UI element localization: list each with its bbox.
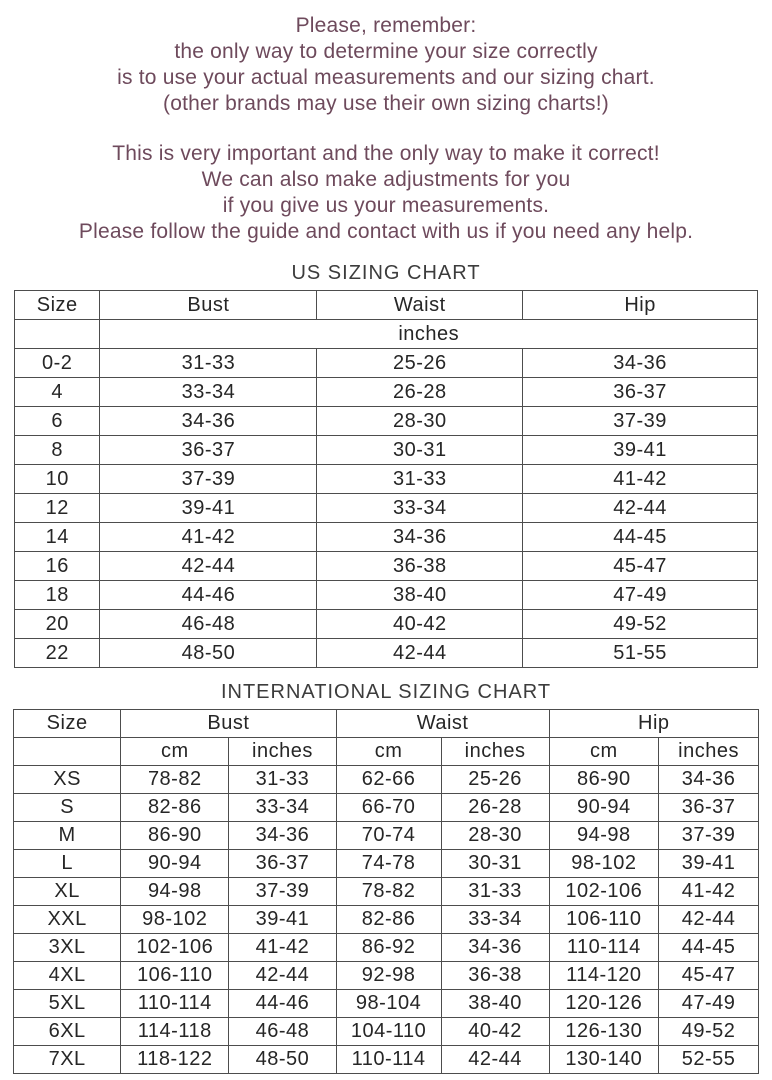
us-cell-size: 12 [15, 494, 100, 523]
intl-col-header-hip: Hip [549, 710, 758, 738]
us-table-head [15, 291, 758, 349]
intl-cell-hip_in: 41-42 [659, 878, 759, 906]
intl-cell-bust_cm: 106-110 [121, 962, 229, 990]
us-unit-row [15, 320, 758, 349]
us-table-row [15, 436, 758, 465]
us-cell-size: 6 [15, 407, 100, 436]
us-col-header-waist: Waist [317, 291, 523, 320]
intl-cell-bust_in: 41-42 [229, 934, 336, 962]
us-cell-waist: 40-42 [317, 610, 523, 639]
us-cell-bust: 39-41 [100, 494, 317, 523]
intl-cell-hip_cm: 94-98 [549, 822, 659, 850]
intl-col-header-size: Size [14, 710, 121, 738]
intro-line-5: This is very important and the only way to make it correct! [112, 142, 660, 165]
intl-cell-bust_in: 42-44 [229, 962, 336, 990]
us-cell-hip: 51-55 [523, 639, 758, 668]
intl-cell-size: 7XL [14, 1046, 121, 1074]
intl-cell-waist_in: 26-28 [441, 794, 549, 822]
intl-cell-bust_in: 39-41 [229, 906, 336, 934]
intl-cell-size: M [14, 822, 121, 850]
intl-unit-hip-in: inches [659, 738, 759, 766]
us-cell-hip: 45-47 [523, 552, 758, 581]
intl-table-row [14, 766, 759, 794]
intl-cell-waist_in: 25-26 [441, 766, 549, 794]
us-cell-waist: 28-30 [317, 407, 523, 436]
us-cell-hip: 44-45 [523, 523, 758, 552]
intl-cell-hip_cm: 130-140 [549, 1046, 659, 1074]
us-cell-hip: 36-37 [523, 378, 758, 407]
us-cell-size: 18 [15, 581, 100, 610]
intl-cell-hip_cm: 98-102 [549, 850, 659, 878]
intl-table-body [14, 766, 759, 1074]
intl-cell-waist_in: 33-34 [441, 906, 549, 934]
us-table-row [15, 349, 758, 378]
intl-cell-size: L [14, 850, 121, 878]
intl-cell-hip_in: 52-55 [659, 1046, 759, 1074]
us-table-row [15, 523, 758, 552]
intl-cell-waist_in: 28-30 [441, 822, 549, 850]
us-cell-size: 20 [15, 610, 100, 639]
us-cell-hip: 49-52 [523, 610, 758, 639]
us-unit-row-empty-cell [15, 320, 100, 349]
intl-table-row [14, 822, 759, 850]
intl-cell-waist_in: 30-31 [441, 850, 549, 878]
intl-unit-row-empty-cell [14, 738, 121, 766]
intro-line-4: (other brands may use their own sizing charts!) [163, 92, 609, 115]
intl-cell-hip_in: 39-41 [659, 850, 759, 878]
us-cell-waist: 30-31 [317, 436, 523, 465]
intro-line-3: is to use your actual measurements and our sizing chart. [117, 66, 655, 89]
intl-cell-bust_cm: 90-94 [121, 850, 229, 878]
intl-table-row [14, 962, 759, 990]
intl-table-row [14, 906, 759, 934]
us-cell-bust: 31-33 [100, 349, 317, 378]
us-cell-size: 8 [15, 436, 100, 465]
intl-sizing-table [13, 709, 759, 1074]
intl-cell-bust_in: 48-50 [229, 1046, 336, 1074]
intl-cell-bust_cm: 86-90 [121, 822, 229, 850]
intl-cell-waist_cm: 86-92 [336, 934, 441, 962]
intl-cell-bust_in: 33-34 [229, 794, 336, 822]
us-cell-bust: 41-42 [100, 523, 317, 552]
us-cell-size: 10 [15, 465, 100, 494]
intl-cell-hip_cm: 114-120 [549, 962, 659, 990]
intro-line-6: We can also make adjustments for you [201, 168, 571, 191]
us-cell-bust: 34-36 [100, 407, 317, 436]
us-cell-hip: 34-36 [523, 349, 758, 378]
intl-cell-waist_in: 34-36 [441, 934, 549, 962]
intl-cell-bust_cm: 114-118 [121, 1018, 229, 1046]
us-table-row [15, 407, 758, 436]
intl-cell-hip_cm: 110-114 [549, 934, 659, 962]
us-table-row [15, 378, 758, 407]
us-cell-hip: 41-42 [523, 465, 758, 494]
us-chart-title: US SIZING CHART [291, 262, 481, 284]
intl-cell-size: 5XL [14, 990, 121, 1018]
us-cell-bust: 44-46 [100, 581, 317, 610]
intl-cell-size: 3XL [14, 934, 121, 962]
intl-table-row [14, 990, 759, 1018]
us-cell-size: 0-2 [15, 349, 100, 378]
intl-cell-hip_cm: 86-90 [549, 766, 659, 794]
us-sizing-table [14, 290, 758, 668]
intl-unit-waist-cm: cm [336, 738, 441, 766]
us-cell-bust: 48-50 [100, 639, 317, 668]
intro-line-8: Please follow the guide and contact with us if you need any help. [78, 220, 694, 243]
intl-cell-bust_in: 46-48 [229, 1018, 336, 1046]
us-cell-hip: 42-44 [523, 494, 758, 523]
us-col-header-bust: Bust [100, 291, 317, 320]
intl-unit-bust-in: inches [229, 738, 336, 766]
us-cell-bust: 37-39 [100, 465, 317, 494]
intl-cell-waist_in: 42-44 [441, 1046, 549, 1074]
intl-unit-bust-cm: cm [121, 738, 229, 766]
intl-cell-hip_in: 44-45 [659, 934, 759, 962]
us-unit-label: inches [100, 320, 758, 349]
intl-cell-bust_cm: 102-106 [121, 934, 229, 962]
us-cell-waist: 36-38 [317, 552, 523, 581]
intro-note [0, 13, 772, 245]
intl-col-header-bust: Bust [121, 710, 336, 738]
us-col-header-size: Size [15, 291, 100, 320]
intl-table-row [14, 934, 759, 962]
us-cell-size: 14 [15, 523, 100, 552]
us-table-row [15, 610, 758, 639]
intl-cell-hip_in: 49-52 [659, 1018, 759, 1046]
us-cell-waist: 34-36 [317, 523, 523, 552]
intl-cell-waist_in: 36-38 [441, 962, 549, 990]
intl-cell-hip_cm: 126-130 [549, 1018, 659, 1046]
intl-cell-hip_in: 34-36 [659, 766, 759, 794]
us-cell-hip: 47-49 [523, 581, 758, 610]
intl-cell-hip_cm: 102-106 [549, 878, 659, 906]
us-cell-hip: 37-39 [523, 407, 758, 436]
intl-unit-row [14, 738, 759, 766]
intro-paragraph-gap [0, 117, 772, 141]
intl-cell-size: XS [14, 766, 121, 794]
intro-line-7: if you give us your measurements. [222, 194, 550, 217]
us-cell-waist: 31-33 [317, 465, 523, 494]
us-table-body [15, 349, 758, 668]
intl-unit-waist-in: inches [441, 738, 549, 766]
intl-cell-hip_cm: 90-94 [549, 794, 659, 822]
intl-cell-bust_in: 31-33 [229, 766, 336, 794]
intl-cell-waist_cm: 62-66 [336, 766, 441, 794]
us-cell-size: 4 [15, 378, 100, 407]
intl-cell-hip_in: 47-49 [659, 990, 759, 1018]
us-cell-waist: 33-34 [317, 494, 523, 523]
us-table-row [15, 581, 758, 610]
intl-cell-size: 6XL [14, 1018, 121, 1046]
intl-cell-hip_in: 42-44 [659, 906, 759, 934]
intl-cell-hip_cm: 120-126 [549, 990, 659, 1018]
intl-cell-bust_in: 34-36 [229, 822, 336, 850]
us-cell-size: 22 [15, 639, 100, 668]
us-header-row [15, 291, 758, 320]
intl-unit-hip-cm: cm [549, 738, 659, 766]
intl-cell-waist_cm: 74-78 [336, 850, 441, 878]
intl-cell-waist_cm: 92-98 [336, 962, 441, 990]
intl-cell-waist_cm: 66-70 [336, 794, 441, 822]
intl-table-row [14, 1046, 759, 1074]
us-cell-waist: 26-28 [317, 378, 523, 407]
intl-cell-bust_cm: 94-98 [121, 878, 229, 906]
intl-cell-hip_in: 36-37 [659, 794, 759, 822]
intl-cell-waist_in: 31-33 [441, 878, 549, 906]
intl-cell-bust_cm: 78-82 [121, 766, 229, 794]
us-cell-size: 16 [15, 552, 100, 581]
us-table-row [15, 552, 758, 581]
intl-table-row [14, 1018, 759, 1046]
intl-cell-size: 4XL [14, 962, 121, 990]
us-cell-bust: 46-48 [100, 610, 317, 639]
us-cell-bust: 36-37 [100, 436, 317, 465]
intl-col-header-waist: Waist [336, 710, 549, 738]
intl-table-row [14, 850, 759, 878]
us-cell-waist: 25-26 [317, 349, 523, 378]
intl-cell-bust_in: 44-46 [229, 990, 336, 1018]
intl-cell-waist_cm: 70-74 [336, 822, 441, 850]
us-cell-hip: 39-41 [523, 436, 758, 465]
intl-cell-bust_cm: 110-114 [121, 990, 229, 1018]
us-col-header-hip: Hip [523, 291, 758, 320]
us-cell-waist: 38-40 [317, 581, 523, 610]
us-cell-bust: 33-34 [100, 378, 317, 407]
us-table-row [15, 639, 758, 668]
us-table-row [15, 494, 758, 523]
intl-cell-waist_cm: 104-110 [336, 1018, 441, 1046]
intro-line-2: the only way to determine your size correctly [174, 40, 598, 63]
intl-table-head [14, 710, 759, 766]
intl-cell-waist_cm: 110-114 [336, 1046, 441, 1074]
intl-cell-hip_in: 45-47 [659, 962, 759, 990]
intl-header-row [14, 710, 759, 738]
intl-cell-bust_in: 37-39 [229, 878, 336, 906]
us-cell-waist: 42-44 [317, 639, 523, 668]
intl-cell-waist_in: 38-40 [441, 990, 549, 1018]
intl-cell-hip_cm: 106-110 [549, 906, 659, 934]
us-cell-bust: 42-44 [100, 552, 317, 581]
intl-cell-bust_cm: 118-122 [121, 1046, 229, 1074]
intl-cell-bust_cm: 82-86 [121, 794, 229, 822]
intl-cell-size: XL [14, 878, 121, 906]
intl-chart-title: INTERNATIONAL SIZING CHART [220, 681, 552, 703]
us-table-row [15, 465, 758, 494]
intro-line-1: Please, remember: [295, 14, 477, 37]
intl-table-row [14, 878, 759, 906]
intl-cell-waist_in: 40-42 [441, 1018, 549, 1046]
intl-cell-hip_in: 37-39 [659, 822, 759, 850]
intl-cell-waist_cm: 78-82 [336, 878, 441, 906]
intl-cell-size: XXL [14, 906, 121, 934]
intl-table-row [14, 794, 759, 822]
intl-cell-bust_cm: 98-102 [121, 906, 229, 934]
intl-cell-size: S [14, 794, 121, 822]
intl-cell-waist_cm: 98-104 [336, 990, 441, 1018]
intl-cell-waist_cm: 82-86 [336, 906, 441, 934]
intl-cell-bust_in: 36-37 [229, 850, 336, 878]
